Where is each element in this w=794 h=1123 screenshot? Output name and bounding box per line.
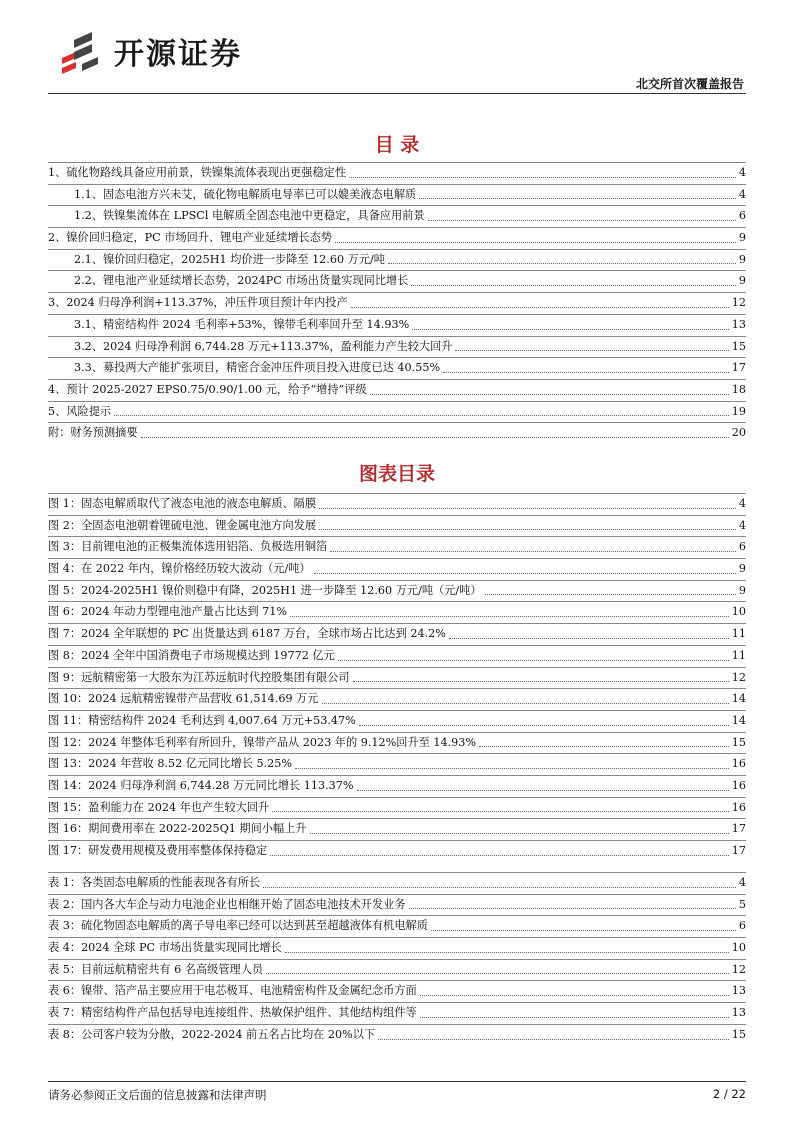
figure-entry-text: 精密结构件 2024 毛利达到 4,007.64 万元+53.47%	[88, 713, 356, 727]
toc-entry-page: 19	[731, 404, 746, 418]
figure-entry-number: 图 5：	[48, 583, 82, 597]
dot-leader	[319, 516, 736, 531]
dot-leader	[338, 646, 729, 661]
dot-leader	[263, 873, 736, 888]
toc-entry-text: 风险提示	[66, 404, 112, 418]
figure-entry-text: 2024 年动力型锂电池产量占比达到 71%	[81, 605, 287, 619]
dot-leader	[420, 981, 729, 996]
dot-leader	[272, 798, 729, 813]
dot-leader	[349, 163, 736, 178]
figure-entry-number: 图 1：	[48, 497, 82, 510]
toc-entry-page: 4	[738, 166, 746, 179]
toc-entry-number: 3.2、	[74, 339, 103, 353]
table-entry-number: 表 7：	[48, 1006, 82, 1020]
toc-entry-text: 固态电池方兴未艾，硫化物电解质电导率已可以媲美液态电解质	[102, 187, 417, 201]
toc-entry-number: 附：	[48, 426, 71, 440]
toc-entry-number: 2.2、	[74, 274, 103, 288]
figure-entry-number: 图 6：	[48, 605, 82, 619]
table-entry-page: 13	[731, 1006, 746, 1020]
figure-entry-text: 在 2022 年内，镍价格经历较大波动（元/吨）	[81, 562, 311, 576]
toc-entry-number: 4、	[48, 382, 67, 396]
toc-entry-page: 9	[738, 252, 746, 266]
toc-entry-page: 17	[731, 361, 746, 375]
toc-entry-text: 镍价回归稳定，2025H1 均价进一步降至 12.60 万元/吨	[102, 252, 385, 266]
figure-entry[interactable]	[48, 493, 746, 515]
figure-entry[interactable]	[48, 645, 746, 667]
table-entry-text: 镍带、箔产品主要应用于电芯极耳、电池精密构件及金属纪念币方面	[81, 984, 417, 998]
table-entry-text: 2024 全球 PC 市场出货量实现同比增长	[81, 941, 282, 955]
figure-entry[interactable]	[48, 775, 746, 797]
dot-leader	[353, 668, 729, 683]
toc-entry-page: 15	[731, 339, 746, 353]
table-entry-number: 表 8：	[48, 1027, 82, 1041]
table-entry-number: 表 4：	[48, 941, 82, 955]
figure-entry[interactable]	[48, 840, 746, 862]
dot-leader	[443, 358, 729, 373]
toc-entry-text: 硫化物路线具备应用前景，铁镍集流体表现出更强稳定性	[66, 166, 347, 179]
toc-entry-text: 2024 归母净利润+113.37%，冲压件项目预计年内投产	[66, 296, 348, 310]
dot-leader	[285, 938, 729, 953]
toc-entry-text: 铁镍集流体在 LPSCl 电解质全固态电池中更稳定，具备应用前景	[102, 209, 425, 223]
table-entry-number: 表 3：	[48, 919, 82, 933]
dot-leader	[330, 537, 736, 552]
figure-entry[interactable]	[48, 797, 746, 819]
table-entry-page: 15	[731, 1027, 746, 1041]
toc-entry-page: 4	[738, 187, 746, 201]
dot-leader	[114, 402, 729, 417]
figure-entry[interactable]	[48, 667, 746, 689]
toc-entry[interactable]	[48, 227, 746, 249]
table-entry-number: 表 6：	[48, 984, 82, 998]
table-entry-number: 表 1：	[48, 876, 82, 889]
figure-entry-number: 图 15：	[48, 800, 89, 814]
table-entry-text: 精密结构件产品包括导电连接组件、热敏保护组件、其他结构组件等	[81, 1006, 417, 1020]
figure-entry-text: 2024 远航精密镍带产品营收 61,514.69 万元	[88, 692, 319, 706]
table-entry-text: 硫化物固态电解质的离子导电率已经可以达到甚至超越液体有机电解质	[81, 919, 428, 933]
table-entry-page: 6	[738, 919, 746, 933]
dot-leader	[314, 559, 736, 574]
dot-leader	[428, 206, 736, 221]
dot-leader	[455, 337, 728, 352]
figure-entry-text: 目前锂电池的正极集流体选用铝箔、负极选用铜箔	[81, 540, 328, 554]
figure-entry[interactable]	[48, 688, 746, 710]
table-entry-text: 各类固态电解质的性能表现各有所长	[81, 876, 261, 889]
toc-entry-number: 2.1、	[74, 252, 103, 266]
table-entry-page: 13	[731, 984, 746, 998]
dot-leader	[479, 733, 729, 748]
toc-entry-number: 1.2、	[74, 209, 103, 223]
figure-entry[interactable]	[48, 536, 746, 558]
dot-leader	[449, 624, 729, 639]
toc-entry-page: 13	[731, 317, 746, 331]
toc-entry-text: 募投两大产能扩张项目，精密合金冲压件项目投入进度已达 40.55%	[102, 361, 441, 375]
table-entry[interactable]	[48, 894, 746, 916]
toc-entry-page: 20	[731, 426, 746, 440]
figure-entry-text: 2024 归母净利润 6,744.28 万元同比增长 113.37%	[88, 778, 354, 792]
figure-entry[interactable]	[48, 601, 746, 623]
toc-entry-text: 镍价回归稳定，PC 市场回升、锂电产业延续增长态势	[66, 231, 333, 245]
footer-disclaimer: 请务必参阅正文后面的信息披露和法律声明	[48, 1088, 267, 1102]
toc-entry-page: 18	[731, 382, 746, 396]
figure-entry-page: 17	[731, 844, 746, 857]
toc-entry[interactable]	[48, 401, 746, 423]
figure-entry-page: 17	[731, 822, 746, 836]
dot-leader	[431, 916, 736, 931]
toc-entry[interactable]	[48, 336, 746, 358]
company-logo	[58, 28, 242, 74]
toc-entry-page: 9	[738, 231, 746, 245]
dot-leader	[310, 819, 729, 834]
figure-entry-page: 14	[731, 713, 746, 727]
figure-entry-page: 15	[731, 735, 746, 749]
figure-entry-number: 图 4：	[48, 562, 82, 576]
figure-entry-number: 图 7：	[48, 627, 82, 641]
dot-leader	[412, 315, 729, 330]
figure-entry[interactable]	[48, 710, 746, 732]
toc-entry[interactable]	[48, 184, 746, 206]
figure-entry[interactable]	[48, 623, 746, 645]
table-entry-page: 5	[738, 897, 746, 911]
table-entry[interactable]	[48, 872, 746, 894]
header-divider	[48, 93, 746, 94]
figure-entry[interactable]	[48, 753, 746, 775]
toc-entry-text: 2024 归母净利润 6,744.28 万元+113.37%，盈利能力产生较大回升	[102, 339, 453, 353]
toc-entry-number: 1、	[48, 166, 67, 179]
toc-title: 目 录	[374, 134, 420, 156]
toc-entry[interactable]	[48, 205, 746, 227]
figure-entry-page: 10	[731, 605, 746, 619]
figure-entry-text: 固态电解质取代了液态电池的液态电解质、隔膜	[81, 497, 317, 510]
toc-entry-text: 预计 2025-2027 EPS0.75/0.90/1.00 元，给予“增持”评级	[66, 382, 367, 396]
dot-leader	[378, 1025, 729, 1040]
table-entry[interactable]	[48, 1002, 746, 1024]
dot-leader	[370, 380, 729, 395]
figure-entry-page: 4	[738, 518, 746, 532]
figure-entry-text: 期间费用率在 2022-2025Q1 期间小幅上升	[88, 822, 307, 836]
table-entry-page: 12	[731, 962, 746, 976]
dot-leader	[141, 423, 729, 438]
toc-entry-text: 精密结构件 2024 毛利率+53%，镍带毛利率回升至 14.93%	[102, 317, 410, 331]
figure-entry[interactable]	[48, 818, 746, 840]
figure-entry-page: 16	[731, 778, 746, 792]
figure-entry-page: 6	[738, 540, 746, 554]
dot-leader	[419, 185, 736, 200]
figure-entry-text: 2024-2025H1 镍价则稳中有降，2025H1 进一步降至 12.60 万元/吨（元/吨）	[81, 583, 482, 597]
figure-entry-number: 图 10：	[48, 692, 89, 706]
tables-list	[48, 872, 746, 1046]
figure-entry-number: 图 16：	[48, 822, 89, 836]
toc-entry-text: 锂电池产业延续增长态势，2024PC 市场出货量实现同比增长	[102, 274, 409, 288]
figure-entry-number: 图 14：	[48, 778, 89, 792]
toc-entry[interactable]	[48, 422, 746, 444]
figure-entry-page: 16	[731, 757, 746, 771]
figure-entry-text: 全固态电池朝着锂硫电池、锂金属电池方向发展	[81, 518, 317, 532]
figure-entry[interactable]	[48, 558, 746, 580]
dot-leader	[290, 602, 729, 617]
footer-divider	[48, 1081, 746, 1082]
figure-entry-number: 图 17：	[48, 844, 89, 857]
toc-entry-number: 3、	[48, 296, 67, 310]
table-entry[interactable]	[48, 937, 746, 959]
toc-entry-page: 6	[738, 209, 746, 223]
dot-leader	[351, 293, 729, 308]
figure-entry-text: 研发费用规模及费用率整体保持稳定	[88, 844, 268, 857]
figure-entry-page: 12	[731, 670, 746, 684]
figure-entry-number: 图 2：	[48, 518, 82, 532]
logo-text: 开源证券	[114, 37, 242, 72]
toc-entry[interactable]	[48, 162, 746, 184]
figure-entry-number: 图 13：	[48, 757, 89, 771]
table-entry-text: 国内各大车企与动力电池企业也相继开始了固态电池技术开发业务	[81, 897, 406, 911]
table-entry-number: 表 2：	[48, 897, 82, 911]
logo-mark-icon	[58, 28, 104, 74]
figure-entry[interactable]	[48, 515, 746, 537]
figure-entry-text: 远航精密第一大股东为江苏远航时代控股集团有限公司	[81, 670, 350, 684]
dot-leader	[485, 581, 736, 596]
dot-leader	[411, 271, 735, 286]
figure-entry-text: 2024 全年联想的 PC 出货量达到 6187 万台，全球市场占比达到 24.2%	[81, 627, 446, 641]
figures-list	[48, 493, 746, 862]
figure-entry-page: 9	[738, 562, 746, 576]
figure-entry[interactable]	[48, 580, 746, 602]
toc-entry-page: 9	[738, 274, 746, 288]
dot-leader	[270, 841, 729, 856]
toc-entry[interactable]	[48, 357, 746, 379]
dot-leader	[357, 776, 729, 791]
table-entry-number: 表 5：	[48, 962, 82, 976]
dot-leader	[409, 895, 736, 910]
page-number: 2 / 22	[712, 1087, 746, 1101]
figure-entry-page: 11	[731, 627, 746, 641]
figure-entry-number: 图 12：	[48, 735, 89, 749]
toc-list	[48, 162, 746, 444]
figure-entry-page: 16	[731, 800, 746, 814]
table-entry[interactable]	[48, 1024, 746, 1046]
table-entry-page: 10	[731, 941, 746, 955]
toc-entry[interactable]	[48, 292, 746, 314]
toc-entry-number: 5、	[48, 404, 67, 418]
table-entry-text: 目前远航精密共有 6 名高级管理人员	[81, 962, 264, 976]
figure-entry-number: 图 11：	[48, 713, 89, 727]
toc-entry-text: 财务预测摘要	[70, 426, 138, 440]
toc-entry-number: 3.1、	[74, 317, 103, 331]
table-entry[interactable]	[48, 959, 746, 981]
dot-leader	[420, 1003, 729, 1018]
dot-leader	[388, 250, 736, 265]
figure-entry-page: 14	[731, 692, 746, 706]
figure-entry-text: 2024 年营收 8.52 亿元同比增长 5.25%	[88, 757, 293, 771]
figure-entry[interactable]	[48, 732, 746, 754]
figure-entry-number: 图 9：	[48, 670, 82, 684]
figure-entry-text: 2024 全年中国消费电子市场规模达到 19772 亿元	[81, 648, 335, 662]
dot-leader	[359, 711, 729, 726]
toc-entry-number: 2、	[48, 231, 67, 245]
toc-entry-page: 12	[731, 296, 746, 310]
table-entry[interactable]	[48, 915, 746, 937]
table-entry-text: 公司客户较为分散，2022-2024 前五名占比均在 20%以下	[81, 1027, 376, 1041]
figure-entry-text: 盈利能力在 2024 年也产生较大回升	[88, 800, 270, 814]
figure-entry-page: 4	[738, 497, 746, 510]
toc-entry-number: 1.1、	[74, 187, 103, 201]
dot-leader	[295, 754, 729, 769]
toc-entry[interactable]	[48, 314, 746, 336]
figure-entry-text: 2024 年整体毛利率有所回升，镍带产品从 2023 年的 9.12%回升至 14.93%	[88, 735, 477, 749]
dot-leader	[266, 960, 729, 975]
figures-title: 图表目录	[358, 463, 435, 485]
dot-leader	[319, 494, 736, 509]
toc-entry[interactable]	[48, 379, 746, 401]
figure-entry-page: 11	[731, 648, 746, 662]
figure-entry-number: 图 3：	[48, 540, 82, 554]
toc-entry[interactable]	[48, 270, 746, 292]
table-entry[interactable]	[48, 980, 746, 1002]
toc-entry-number: 3.3、	[74, 361, 103, 375]
figure-entry-number: 图 8：	[48, 648, 82, 662]
toc-entry[interactable]	[48, 249, 746, 271]
dot-leader	[335, 228, 736, 243]
table-entry-page: 4	[738, 876, 746, 889]
figure-entry-page: 9	[738, 583, 746, 597]
dot-leader	[322, 689, 729, 704]
report-type: 北交所首次覆盖报告	[635, 77, 744, 91]
